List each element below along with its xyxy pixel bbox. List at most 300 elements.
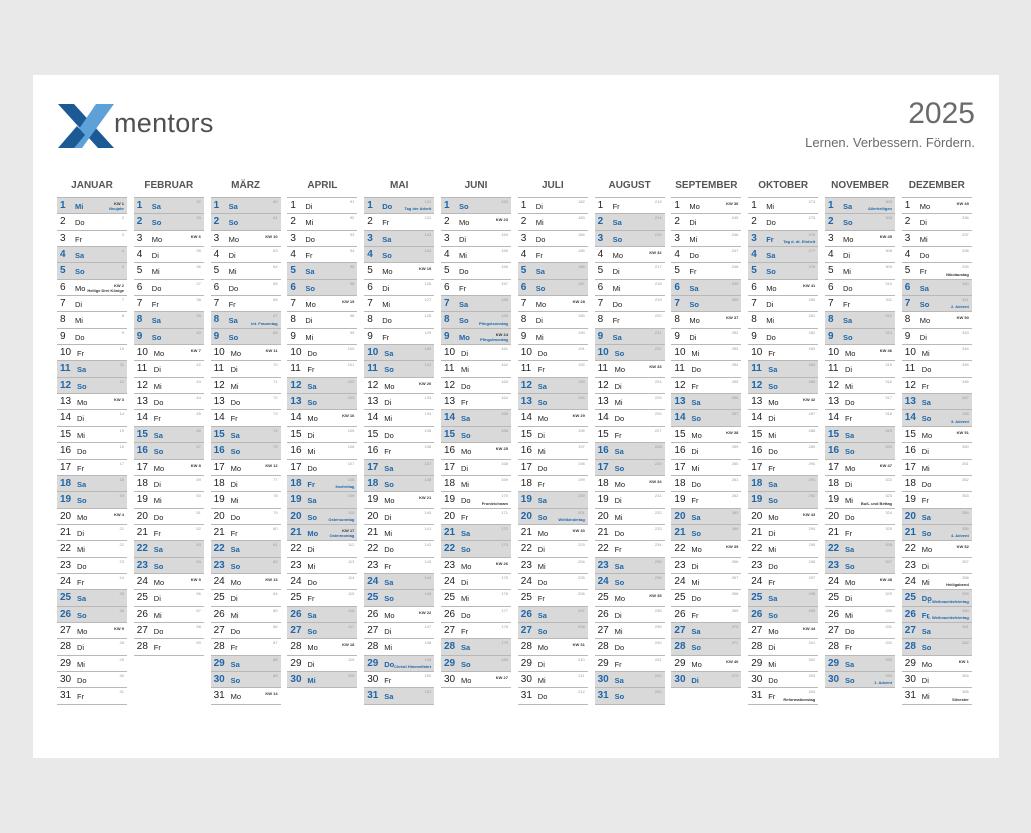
day-number: 24: [828, 575, 840, 587]
day-row: [364, 509, 434, 525]
weekday-label: Mo: [691, 430, 702, 440]
day-number: 10: [597, 347, 609, 359]
day-number: 29: [60, 657, 72, 669]
holiday-label: 1. Advent: [874, 680, 892, 686]
weekday-label: Mi: [535, 218, 544, 228]
day-row: [518, 476, 588, 492]
day-row: [902, 623, 972, 639]
day-number: 3: [597, 232, 604, 244]
day-row: [595, 639, 665, 655]
month-column: [57, 175, 127, 705]
holiday-label: 2. Advent: [950, 304, 969, 310]
day-number: 27: [290, 624, 302, 636]
weekday-label: Sa: [845, 430, 855, 440]
holiday-label: Fronleichnam: [481, 500, 508, 506]
day-of-year: 288: [808, 427, 816, 433]
weekday-label: Mo: [845, 463, 856, 473]
day-row: [518, 296, 588, 312]
weekday-label: Do: [614, 528, 625, 538]
day-number: 5: [828, 265, 834, 277]
day-of-year: 102: [347, 378, 355, 384]
day-of-year: 120: [347, 672, 355, 678]
day-row: [902, 214, 972, 230]
weekday-label: Mi: [768, 659, 777, 669]
weekday-label: Mi: [461, 594, 469, 604]
day-row: [211, 410, 281, 426]
day-row: [748, 492, 818, 508]
month-header: MAI: [364, 175, 434, 198]
weekday-label: Di: [921, 447, 929, 457]
weekday-label: Di: [689, 332, 697, 342]
day-of-year: 348: [962, 411, 969, 417]
day-of-year: 89: [273, 672, 278, 678]
day-number: 17: [751, 461, 763, 473]
day-number: 12: [674, 379, 686, 391]
day-row: [57, 378, 127, 394]
day-number: 10: [904, 347, 916, 359]
day-of-year: 261: [731, 476, 739, 482]
holiday-label: Buß- und Bettag: [860, 500, 892, 506]
weekday-label: So: [537, 626, 548, 636]
weekday-label: Sa: [461, 643, 471, 653]
day-number: 25: [904, 592, 916, 604]
day-number: 25: [290, 592, 302, 604]
day-row: [441, 361, 511, 377]
weekday-label: Do: [537, 349, 548, 359]
weekday-label: Di: [307, 545, 315, 555]
day-number: 23: [290, 559, 302, 571]
day-number: 23: [751, 559, 763, 571]
day-of-year: 197: [578, 444, 585, 450]
day-of-year: 289: [808, 444, 816, 450]
weekday-label: Mi: [230, 496, 239, 506]
day-row: [57, 590, 127, 606]
day-row: [134, 476, 204, 492]
day-of-year: 66: [273, 297, 278, 303]
day-of-year: 228: [654, 444, 662, 450]
day-number: 11: [828, 363, 839, 375]
day-of-year: 166: [501, 427, 508, 433]
day-number: 20: [597, 510, 609, 522]
day-number: 26: [751, 608, 763, 620]
weekday-label: Mo: [843, 234, 854, 244]
day-of-year: 340: [962, 280, 969, 286]
weekday-label: Sa: [535, 267, 545, 277]
holiday-label: Nikolaustag: [946, 271, 969, 277]
day-row: [518, 525, 588, 541]
day-of-year: 346: [962, 378, 969, 384]
day-number: 15: [828, 428, 840, 440]
day-of-year: 217: [654, 264, 662, 270]
day-row: [518, 607, 588, 623]
day-number: 11: [367, 363, 378, 375]
day-number: 10: [674, 347, 686, 359]
day-number: 3: [828, 232, 834, 244]
week-number: KW 51: [956, 429, 969, 435]
weekday-label: Mi: [153, 381, 162, 391]
week-number: KW 21: [418, 495, 432, 501]
day-of-year: 44: [196, 395, 201, 401]
day-of-year: 137: [424, 460, 432, 466]
day-of-year: 25: [119, 591, 124, 597]
day-of-year: 121: [424, 199, 432, 204]
day-row: [287, 198, 357, 214]
day-number: 9: [828, 330, 834, 342]
day-row: [748, 296, 818, 312]
day-number: 2: [828, 216, 834, 228]
day-of-year: 229: [654, 460, 662, 466]
day-row: [518, 623, 588, 639]
day-of-year: 22: [119, 542, 124, 548]
weekday-label: Do: [689, 251, 699, 261]
weekday-label: Sa: [77, 594, 87, 604]
day-row: [57, 639, 127, 655]
day-of-year: 155: [501, 248, 508, 254]
day-row: [902, 312, 972, 328]
day-number: 7: [290, 298, 296, 310]
weekday-label: Di: [537, 659, 545, 669]
day-number: 4: [597, 249, 604, 261]
day-row: [825, 541, 895, 557]
week-number: KW 52: [956, 544, 969, 550]
weekday-label: Mo: [919, 316, 931, 326]
day-of-year: 341: [962, 297, 969, 303]
day-row: [287, 541, 357, 557]
weekday-label: Mi: [461, 479, 469, 489]
day-row: [825, 509, 895, 525]
weekday-label: Mi: [845, 381, 853, 391]
weekday-label: Di: [691, 561, 699, 571]
day-row: [902, 541, 972, 557]
weekday-label: Di: [845, 479, 853, 489]
day-of-year: 161: [501, 346, 508, 352]
day-of-year: 73: [273, 411, 278, 417]
day-number: 4: [520, 249, 527, 261]
day-number: 27: [520, 624, 532, 636]
day-number: 29: [904, 657, 916, 669]
weekday-label: Fr: [77, 692, 85, 702]
day-of-year: 266: [731, 558, 739, 564]
day-number: 21: [828, 526, 840, 538]
weekday-label: So: [77, 496, 87, 506]
day-of-year: 233: [654, 525, 662, 531]
weekday-label: Do: [691, 479, 701, 489]
day-of-year: 187: [578, 280, 585, 286]
holiday-label: Weltkindertag: [558, 516, 585, 522]
day-row: [364, 410, 434, 426]
day-number: 30: [60, 673, 72, 685]
day-row: [825, 345, 895, 361]
weekday-label: So: [384, 365, 394, 375]
weekday-label: Do: [151, 283, 162, 293]
day-row: [441, 558, 511, 574]
weekday-label: Sa: [153, 430, 163, 440]
weekday-label: Mo: [921, 545, 933, 555]
day-row: [364, 590, 434, 606]
day-number: 14: [213, 412, 225, 424]
day-number: 11: [290, 363, 301, 375]
day-number: 17: [674, 461, 686, 473]
day-number: 19: [904, 494, 916, 506]
month-header: FEBRUAR: [134, 175, 204, 198]
day-row: [211, 509, 281, 525]
day-of-year: 10: [119, 346, 124, 352]
day-number: 20: [444, 510, 456, 522]
day-row: [902, 247, 972, 263]
day-number: 25: [520, 592, 532, 604]
weekday-label: Sa: [614, 561, 624, 571]
day-number: 6: [674, 281, 680, 293]
day-number: 14: [597, 412, 609, 424]
day-row: [825, 443, 895, 459]
day-of-year: 144: [424, 574, 432, 580]
day-of-year: 301: [808, 640, 816, 646]
day-row: [134, 607, 204, 623]
day-row: [441, 296, 511, 312]
day-row: [211, 574, 281, 590]
day-row: [364, 280, 434, 296]
day-number: 28: [674, 641, 686, 653]
week-number: KW 4: [114, 511, 124, 517]
day-row: [825, 574, 895, 590]
day-row: [518, 198, 588, 214]
day-row: [748, 525, 818, 541]
weekday-label: Do: [384, 430, 394, 440]
day-number: 16: [828, 445, 840, 457]
day-of-year: 313: [885, 329, 892, 335]
day-of-year: 213: [654, 199, 662, 204]
day-row: [134, 574, 204, 590]
day-row: [134, 345, 204, 361]
weekday-label: Mo: [382, 267, 393, 277]
weekday-label: Di: [153, 365, 161, 375]
day-number: 25: [60, 592, 72, 604]
weekday-label: So: [614, 577, 625, 587]
day-of-year: 224: [654, 378, 662, 384]
day-of-year: 16: [119, 444, 124, 450]
day-of-year: 23: [119, 558, 124, 564]
day-number: 7: [674, 298, 680, 310]
day-number: 9: [674, 330, 680, 342]
weekday-label: So: [384, 594, 394, 604]
day-row: [211, 198, 281, 214]
day-of-year: 192: [578, 362, 585, 368]
day-of-year: 59: [196, 640, 201, 646]
weekday-label: Sa: [77, 365, 87, 375]
day-row: [518, 312, 588, 328]
weekday-label: Di: [384, 512, 392, 522]
day-row: [364, 296, 434, 312]
weekday-label: So: [459, 316, 469, 326]
holiday-label: 1. Weihnachtsfeiertag: [927, 598, 969, 604]
day-of-year: 303: [808, 672, 816, 678]
day-number: 26: [904, 608, 916, 620]
day-row: [57, 263, 127, 279]
day-of-year: 262: [731, 493, 739, 499]
day-row: [211, 623, 281, 639]
day-row: [364, 672, 434, 688]
weekday-label: Mi: [691, 463, 700, 473]
weekday-label: So: [228, 218, 239, 228]
day-row: [287, 312, 357, 328]
day-number: 19: [60, 494, 72, 506]
day-of-year: 24: [119, 574, 124, 580]
day-number: 8: [904, 314, 911, 326]
day-number: 15: [60, 428, 72, 440]
day-row: [595, 198, 665, 214]
day-number: 11: [904, 363, 916, 375]
month-header: SEPTEMBER: [671, 175, 741, 198]
weekday-label: Mi: [535, 332, 544, 342]
day-row: [518, 492, 588, 508]
day-of-year: 28: [119, 640, 124, 646]
weekday-label: Di: [384, 398, 392, 408]
day-row: [748, 460, 818, 476]
day-of-year: 264: [731, 525, 739, 531]
day-number: 26: [444, 608, 456, 620]
weekday-label: Sa: [382, 234, 392, 244]
day-of-year: 298: [808, 591, 816, 597]
month-column: [364, 175, 434, 705]
weekday-label: Sa: [230, 545, 240, 555]
day-number: 1: [751, 200, 757, 211]
week-number: KW 45: [879, 233, 892, 239]
day-number: 23: [597, 559, 609, 571]
weekday-label: Sa: [614, 675, 624, 685]
day-number: 20: [520, 510, 532, 522]
day-row: [748, 688, 818, 704]
day-of-year: 86: [273, 623, 278, 629]
day-of-year: 256: [731, 395, 739, 401]
weekday-label: Fr: [230, 528, 238, 538]
weekday-label: Di: [614, 610, 622, 620]
day-of-year: 92: [349, 215, 355, 221]
weekday-label: Do: [230, 626, 241, 636]
day-number: 3: [751, 232, 757, 244]
day-number: 21: [60, 526, 72, 538]
weekday-label: Sa: [921, 512, 931, 522]
month-header: APRIL: [287, 175, 357, 198]
day-row: [595, 443, 665, 459]
day-of-year: 58: [196, 623, 201, 629]
day-of-year: 320: [885, 444, 892, 450]
day-number: 1: [904, 200, 911, 211]
weekday-label: Do: [614, 643, 625, 653]
weekday-label: Mi: [228, 267, 237, 277]
day-of-year: 127: [424, 297, 432, 303]
day-row: [825, 460, 895, 476]
weekday-label: So: [691, 528, 701, 538]
weekday-label: Mi: [921, 463, 930, 473]
day-number: 21: [444, 526, 456, 538]
weekday-label: Mi: [537, 447, 546, 457]
weekday-label: Mo: [77, 512, 88, 522]
day-number: 7: [444, 298, 450, 310]
day-row: [825, 296, 895, 312]
weekday-label: So: [153, 561, 164, 571]
holiday-label: Tag d. dt. Einheit: [783, 239, 816, 245]
day-of-year: 100: [347, 346, 355, 352]
weekday-label: Do: [461, 381, 471, 391]
day-row: [671, 590, 741, 606]
day-row: [134, 492, 204, 508]
week-number: KW 44: [802, 625, 816, 631]
day-row: [671, 443, 741, 459]
weekday-label: Sa: [691, 512, 701, 522]
day-number: 3: [60, 232, 66, 244]
day-number: 10: [367, 347, 379, 359]
weekday-label: Do: [382, 202, 393, 211]
weekday-label: Mi: [384, 643, 393, 653]
day-of-year: 326: [885, 542, 892, 548]
weekday-label: Mo: [768, 398, 779, 408]
day-number: 18: [367, 477, 379, 489]
day-of-year: 112: [348, 542, 355, 548]
weekday-label: Mo: [153, 349, 165, 359]
day-of-year: 168: [501, 460, 508, 466]
day-row: [595, 525, 665, 541]
day-of-year: 358: [962, 574, 969, 580]
day-number: 9: [60, 330, 66, 342]
weekday-label: Fr: [77, 349, 85, 359]
day-number: 10: [213, 347, 225, 359]
weekday-label: Mo: [768, 626, 779, 636]
holiday-label: Heiligabend: [946, 582, 969, 588]
day-row: [902, 590, 972, 606]
day-row: [825, 263, 895, 279]
day-number: 6: [213, 281, 220, 293]
day-row: [825, 492, 895, 508]
weekday-label: So: [845, 447, 855, 457]
day-of-year: 3: [121, 231, 124, 237]
day-number: 17: [904, 461, 916, 473]
day-row: [364, 329, 434, 345]
month-column: [441, 175, 511, 688]
day-row: [902, 280, 972, 296]
weekday-label: Do: [614, 414, 625, 424]
day-of-year: 147: [424, 623, 432, 629]
day-of-year: 72: [273, 395, 278, 401]
weekday-label: So: [768, 381, 778, 391]
day-row: [595, 623, 665, 639]
day-row: [134, 280, 204, 296]
day-row: [748, 476, 818, 492]
day-row: [57, 672, 127, 688]
weekday-label: Fr: [921, 496, 929, 506]
weekday-label: Do: [77, 447, 87, 457]
day-number: 2: [213, 216, 220, 228]
day-number: 14: [290, 412, 302, 424]
day-number: 11: [597, 363, 608, 375]
day-number: 31: [597, 690, 609, 702]
weekday-label: Sa: [768, 594, 778, 604]
day-number: 8: [136, 314, 143, 326]
day-number: 10: [444, 347, 456, 359]
day-number: 16: [597, 445, 609, 457]
day-number: 26: [828, 608, 840, 620]
day-of-year: 246: [731, 231, 739, 237]
day-of-year: 239: [654, 623, 662, 629]
weekday-label: Do: [766, 218, 776, 228]
day-of-year: 172: [501, 525, 508, 531]
day-number: 31: [367, 690, 379, 702]
day-of-year: 88: [273, 656, 278, 662]
week-number: KW 43: [802, 511, 816, 517]
weekday-label: Fr: [382, 332, 390, 342]
day-row: [441, 656, 511, 672]
day-number: 27: [597, 624, 609, 636]
month-header: NOVEMBER: [825, 175, 895, 198]
